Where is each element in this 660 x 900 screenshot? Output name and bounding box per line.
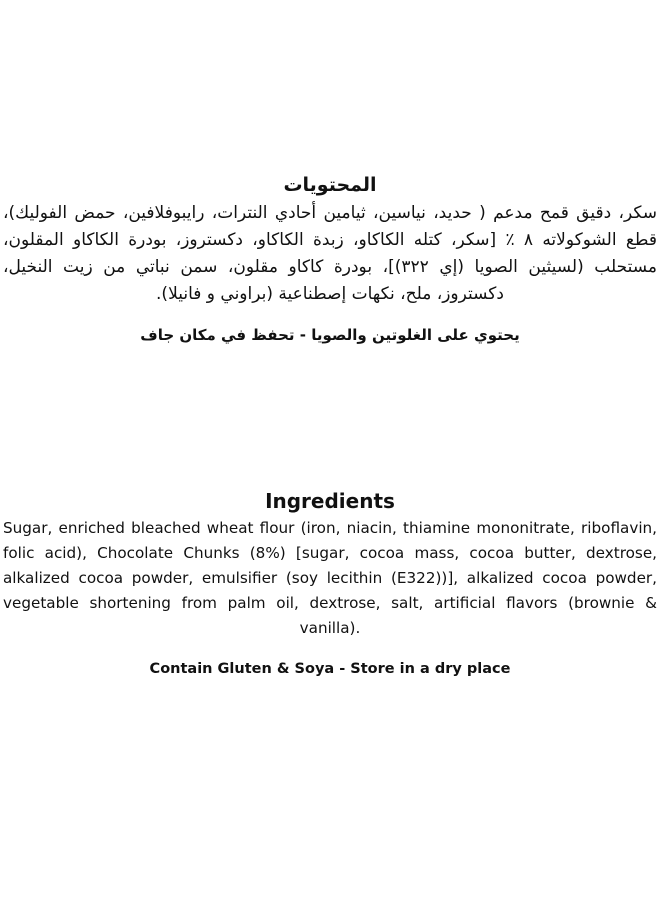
english-ingredients-section <box>0 486 660 681</box>
arabic-ingredients-section <box>0 170 660 347</box>
arabic-allergen-storage-note: يحتوي على الغلوتين والصويا - تحفظ في مكان جاف <box>140 326 520 344</box>
english-allergen-storage-note: Contain Gluten & Soya - Store in a dry place <box>149 661 511 677</box>
english-title: Ingredients <box>265 489 395 513</box>
english-ingredients-text: Sugar, enriched bleached wheat flour (iron, niacin, thiamine mononitrate, riboflavin, folic acid), Chocolate Chunks (8%) [sugar, cocoa mass, cocoa butter, dextrose, alkalized cocoa powder, emulsifier (soy lecithin (E322))], alkalized cocoa powder, vegetable shortening from palm oil, dextrose, salt, artificial flavors (brownie & vanilla). <box>3 519 657 637</box>
arabic-title: المحتويات <box>283 174 377 196</box>
arabic-ingredients-text: سكر، دقيق قمح مدعم ( حديد، نياسين، ثيامين أحادي النترات، رايبوفلافين، حمض الفوليك)، قطع الشوكولاته ٨ ٪ [سكر، كتله الكاكاو، زبدة الكاكاو، دكستروز، بودرة الكاكاو المقلون، مستحلب (لسيثين الصويا (إي ٣٢٢)]، بودرة كاكاو مقلون، سمن نباتي من زيت النخيل، دكستروز، ملح، نكهات إصطناعية (براوني و فانيلا). <box>3 203 657 304</box>
